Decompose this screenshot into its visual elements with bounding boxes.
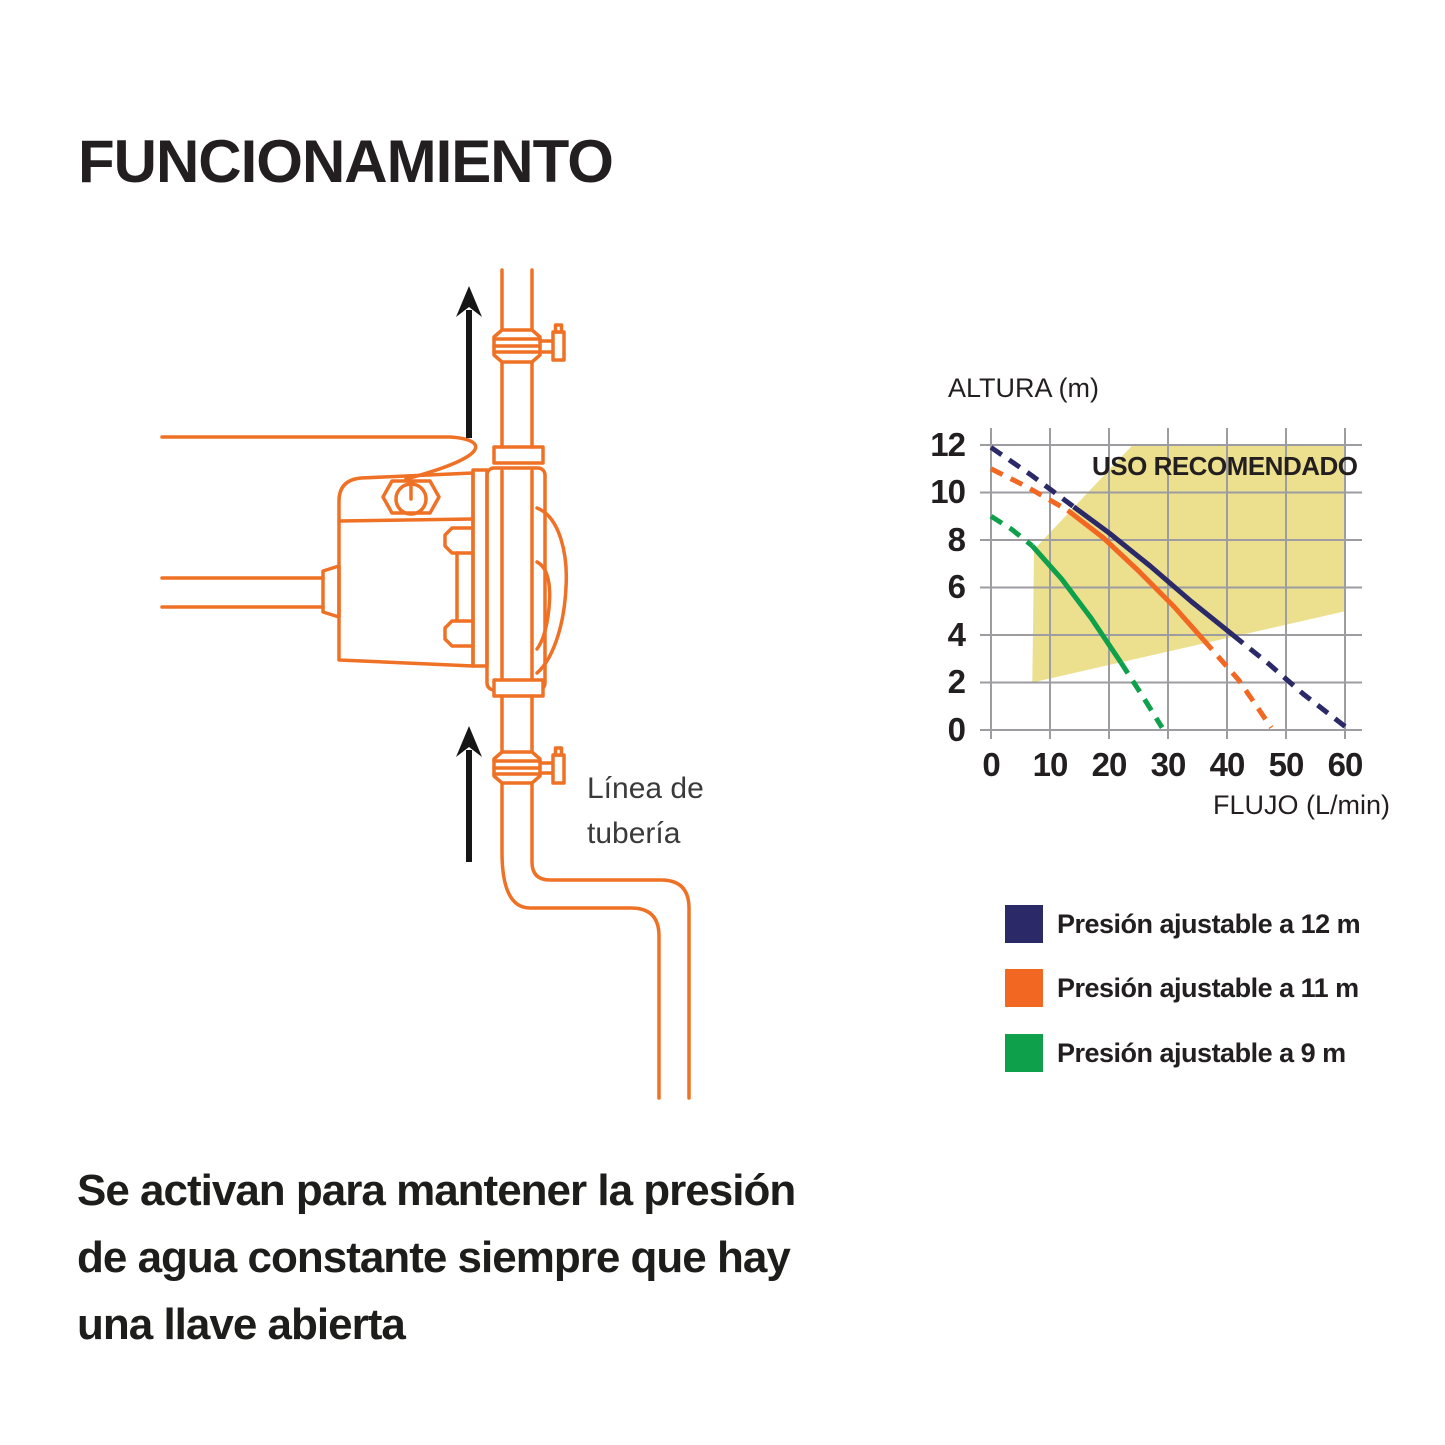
clamp-bracket-top: [445, 528, 473, 553]
legend-label-12m: Presión ajustable a 12 m: [1057, 908, 1361, 939]
power-cable: [162, 437, 476, 479]
caption-text: [77, 1157, 795, 1358]
motor-face-plate: [473, 470, 487, 666]
legend-swatch-11m: [1005, 969, 1043, 1007]
y-tick: 10: [930, 473, 965, 510]
x-tick: 20: [1091, 746, 1127, 783]
caption-line1: Se activan para mantener la presión: [77, 1166, 796, 1215]
recommended-use-label: USO RECOMENDADO: [1092, 451, 1358, 481]
pump-pipe-diagram: [140, 255, 820, 1115]
valve-top-stem: [540, 341, 553, 352]
pipe-below-top-valve: [502, 362, 532, 447]
legend-label-11m: Presión ajustable a 11 m: [1057, 972, 1359, 1003]
pipe-line-label-line1: Línea de: [587, 772, 704, 805]
pipe-above-bottom-valve: [502, 696, 532, 752]
conduit-lines: [162, 578, 323, 607]
x-tick: 50: [1268, 746, 1304, 783]
legend-item-9m: [1005, 1034, 1346, 1072]
y-tick: 0: [947, 711, 965, 748]
pump-line-art: [162, 270, 689, 1098]
valve-top-handle-tab: [556, 325, 562, 332]
legend-swatch-9m: [1005, 1034, 1043, 1072]
y-tick: 6: [947, 568, 965, 605]
pipe-cover: [500, 471, 534, 687]
x-tick: 0: [982, 746, 1000, 783]
x-tick: 60: [1327, 746, 1363, 783]
legend-swatch-12m: [1005, 905, 1043, 943]
flow-arrows: [456, 286, 482, 862]
legend-item-11m: [1005, 969, 1359, 1007]
pipe-line-label: [587, 766, 704, 856]
x-tick: 40: [1209, 746, 1245, 783]
y-tick: 8: [947, 521, 965, 558]
pipe-top: [502, 270, 532, 330]
x-tick: 30: [1150, 746, 1186, 783]
page-title: FUNCIONAMIENTO: [78, 128, 613, 195]
y-tick: 4: [947, 616, 965, 653]
caption-line2: de agua constante siempre que hay: [77, 1233, 790, 1282]
motor-divider-line: [339, 519, 473, 521]
volute-outline: [537, 508, 566, 673]
clamp-bracket-bottom: [445, 621, 473, 646]
legend-label-9m: Presión ajustable a 9 m: [1057, 1037, 1346, 1068]
y-tick: 12: [930, 426, 965, 463]
legend-item-12m: [1005, 905, 1360, 943]
conduit-flange: [323, 566, 339, 617]
motor-body: [339, 473, 473, 666]
y-tick: 2: [947, 663, 965, 700]
caption-line3: una llave abierta: [77, 1300, 405, 1349]
union-top: [494, 447, 543, 463]
valve-bottom-stem: [540, 763, 553, 773]
x-tick: 10: [1032, 746, 1068, 783]
valve-top-handle: [553, 332, 564, 360]
pipe-line-label-line2: tubería: [587, 817, 681, 850]
x-axis-title: FLUJO (L/min): [1212, 790, 1390, 820]
union-bottom: [494, 680, 543, 696]
y-axis-title: ALTURA (m): [948, 373, 1100, 403]
valve-bottom-handle-tab: [556, 748, 562, 755]
valve-bottom-handle: [553, 755, 564, 783]
